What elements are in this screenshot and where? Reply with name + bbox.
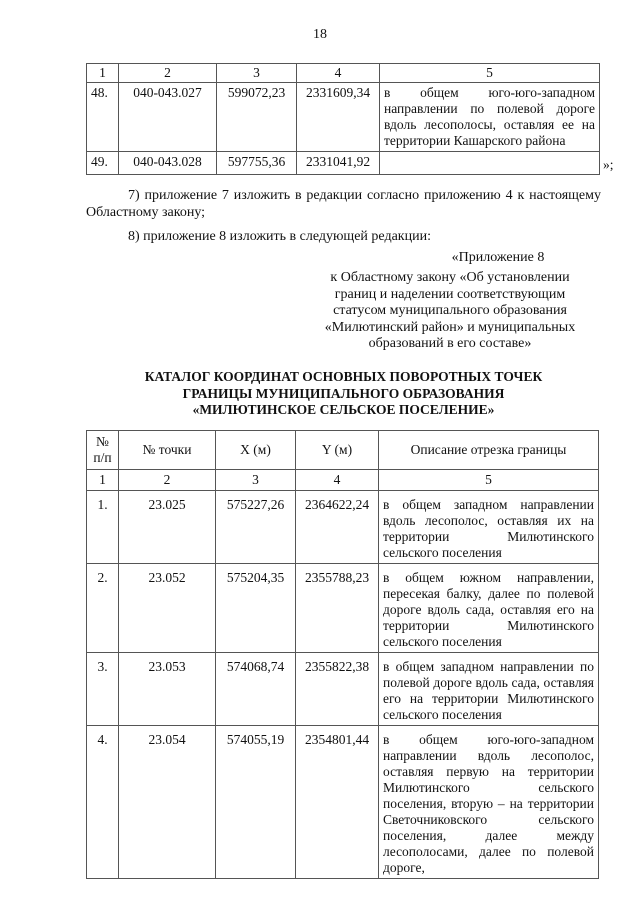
- point-number: 23.053: [119, 653, 216, 726]
- column-number-4: 4: [297, 64, 380, 83]
- annex-reference-line: статусом муниципального образования: [333, 303, 567, 318]
- paragraph-item-8: 8) приложение 8 изложить в следующей редакции:: [128, 229, 431, 244]
- closing-quote: »;: [603, 156, 614, 172]
- point-number: 23.025: [119, 491, 216, 564]
- paragraph-item-7: 7) приложение 7 изложить в редакции согласно приложению 4 к настоящему Областному закону;: [86, 188, 601, 220]
- row-number: 48.: [87, 83, 119, 152]
- x-coordinate: 574068,74: [216, 653, 296, 726]
- page-number: 18: [313, 27, 327, 42]
- coordinates-table-continued: [86, 63, 618, 175]
- x-coordinate: 575227,26: [216, 491, 296, 564]
- row-number: 2.: [87, 564, 119, 653]
- row-number: 49.: [87, 152, 119, 175]
- row-number: 1.: [87, 491, 119, 564]
- segment-description: [380, 152, 600, 175]
- column-header-x: X (м): [216, 431, 296, 470]
- column-number-3: 3: [217, 64, 297, 83]
- column-header-point: № точки: [119, 431, 216, 470]
- table-row: [87, 83, 618, 152]
- segment-description: в общем западном направлении вдоль лесополос, оставляя их на территории Милютинского сельского поселения: [379, 491, 599, 564]
- annex-reference-line: «Милютинский район» и муниципальных: [324, 319, 576, 335]
- y-coordinate: 2354801,44: [296, 726, 379, 879]
- segment-description: в общем юго-юго-западном направлении по полевой дороге вдоль лесополосы, оставляя ее на территории Кашарского района: [380, 83, 600, 152]
- y-coordinate: 2355788,23: [296, 564, 379, 653]
- x-coordinate: 574055,19: [216, 726, 296, 879]
- annex-reference: [300, 270, 600, 353]
- column-number-1: 1: [87, 470, 119, 491]
- segment-description: в общем западном направлении по полевой дороге вдоль сада, оставляя его на территории Милютинского сельского поселения: [379, 653, 599, 726]
- catalog-title-line: КАТАЛОГ КООРДИНАТ ОСНОВНЫХ ПОВОРОТНЫХ ТОЧЕК: [144, 369, 543, 384]
- table-row: [87, 726, 599, 879]
- point-number: 23.054: [119, 726, 216, 879]
- column-header-description: Описание отрезка границы: [379, 431, 599, 470]
- catalog-title: [86, 369, 601, 419]
- column-number-1: 1: [87, 64, 119, 83]
- table-row: [87, 564, 599, 653]
- y-coordinate: 2364622,24: [296, 491, 379, 564]
- table-row: [87, 152, 618, 175]
- x-coordinate: 599072,23: [217, 83, 297, 152]
- table-header-row: [87, 431, 599, 470]
- column-header-row-number: № п/п: [87, 431, 119, 470]
- x-coordinate: 597755,36: [217, 152, 297, 175]
- segment-description: в общем южном направлении, пересекая балку, далее по полевой дороге вдоль сада, оставляя его на территории Милютинского сельского поселения: [379, 564, 599, 653]
- table-header-row: [87, 64, 618, 83]
- column-number-2: 2: [119, 64, 217, 83]
- x-coordinate: 575204,35: [216, 564, 296, 653]
- catalog-title-line: «МИЛЮТИНСКОЕ СЕЛЬСКОЕ ПОСЕЛЕНИЕ»: [192, 402, 495, 417]
- column-number-2: 2: [119, 470, 216, 491]
- point-number: 040-043.027: [119, 83, 217, 152]
- y-coordinate: 2331609,34: [297, 83, 380, 152]
- column-number-3: 3: [216, 470, 296, 491]
- table-row: [87, 653, 599, 726]
- column-number-4: 4: [296, 470, 379, 491]
- y-coordinate: 2331041,92: [297, 152, 380, 175]
- point-number: 040-043.028: [119, 152, 217, 175]
- column-numbers-row: [87, 470, 599, 491]
- row-number: 3.: [87, 653, 119, 726]
- point-number: 23.052: [119, 564, 216, 653]
- row-number: 4.: [87, 726, 119, 879]
- column-number-5: 5: [380, 64, 600, 83]
- y-coordinate: 2355822,38: [296, 653, 379, 726]
- annex-reference-line: образований в его составе»: [368, 336, 532, 351]
- column-header-y: Y (м): [296, 431, 379, 470]
- annex-reference-line: границ и наделении соответствующим: [334, 286, 566, 302]
- catalog-title-line: ГРАНИЦЫ МУНИЦИПАЛЬНОГО ОБРАЗОВАНИЯ: [182, 385, 505, 401]
- segment-description: в общем юго-юго-западном направлении вдоль лесополос, оставляя первую на территории Милютинского сельского поселения, вторую – на территории Светочниковского сельского поселения, далее между лесополосами, далее по полевой дороге,: [379, 726, 599, 879]
- column-number-5: 5: [379, 470, 599, 491]
- coordinates-catalog-table: [86, 430, 599, 879]
- table-row: [87, 491, 599, 564]
- annex-title: «Приложение 8: [451, 250, 545, 265]
- annex-reference-line: к Областному закону «Об установлении: [330, 270, 570, 285]
